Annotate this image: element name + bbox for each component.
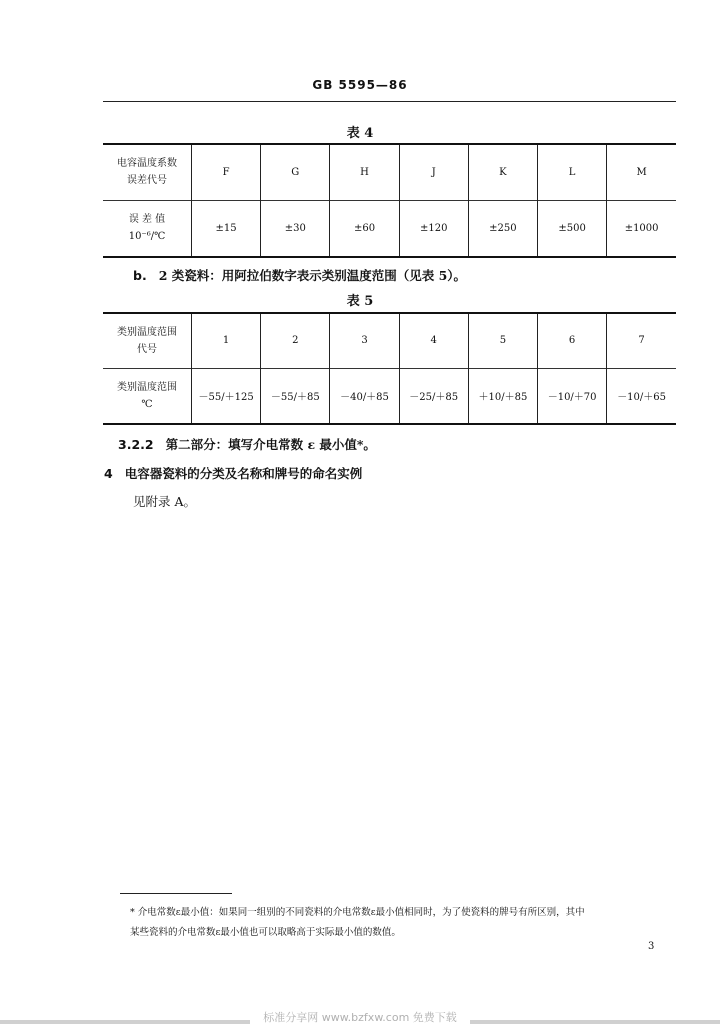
table5-cell: －55/＋125 <box>192 368 261 424</box>
table4-cell: ±1000 <box>607 200 676 257</box>
table5-value-row <box>103 368 676 424</box>
table5-header-line2: ℃ <box>141 398 153 410</box>
table4-cell: ±500 <box>538 200 607 257</box>
section-number: 4 <box>104 466 113 481</box>
table4-code-row <box>103 144 676 200</box>
watermark-bar-right <box>470 1020 720 1024</box>
table4-header-line1: 误 差 值 <box>128 214 166 226</box>
clause-text: 第二部分：填写介电常数 ε 最小值*。 <box>165 437 376 452</box>
table4-row-header <box>103 200 192 257</box>
table4-cell: ±120 <box>399 200 468 257</box>
table5-cell: 2 <box>261 313 330 368</box>
clause-number: 3.2.2 <box>118 437 154 452</box>
table5-code-row <box>103 313 676 368</box>
table5-header-line1: 类别温度范围 <box>117 326 177 338</box>
table5-row-header <box>103 368 192 424</box>
footnote-line1: * 介电常数ε最小值：如果同一组别的不同瓷料的介电常数ε最小值相同时，为了使瓷料的牌号有所区别，其中 <box>130 907 585 918</box>
table4-cell: H <box>330 144 399 200</box>
section-4-body: 见附录 A。 <box>133 494 197 509</box>
footnote-line2: 某些瓷料的介电常数ε最小值也可以取略高于实际最小值的数值。 <box>130 927 401 938</box>
table5-header-line1: 类别温度范围 <box>117 381 177 393</box>
footnote <box>130 903 675 943</box>
watermark-bar-left <box>0 1020 250 1024</box>
site-watermark: 标准分享网 www.bzfxw.com 免费下载 <box>263 1011 457 1024</box>
table5-cell: 6 <box>538 313 607 368</box>
paragraph-b-number: b. <box>133 268 147 283</box>
table5-cell: －55/＋85 <box>261 368 330 424</box>
table4-row-header <box>103 144 192 200</box>
table5-cell: 4 <box>399 313 468 368</box>
table4-value-row <box>103 200 676 257</box>
table5-cell: 1 <box>192 313 261 368</box>
table4-cell: J <box>399 144 468 200</box>
standard-number-header: GB 5595—86 <box>312 78 408 92</box>
table5-cell: －10/＋70 <box>538 368 607 424</box>
paragraph-b-text: 2 类瓷料：用阿拉伯数字表示类别温度范围（见表 5）。 <box>158 268 467 283</box>
table4-cell: L <box>538 144 607 200</box>
table5 <box>103 312 676 425</box>
page-number: 3 <box>648 941 655 952</box>
table4-cell: F <box>192 144 261 200</box>
section-title: 电容器瓷料的分类及名称和牌号的命名实例 <box>124 466 363 481</box>
section-4-heading <box>104 464 362 482</box>
footnote-rule <box>120 893 232 894</box>
table4-cell: ±30 <box>261 200 330 257</box>
header-rule <box>103 101 676 102</box>
table5-cell: ＋10/＋85 <box>468 368 537 424</box>
table4-cell: ±250 <box>468 200 537 257</box>
table4-cell: ±15 <box>192 200 261 257</box>
table5-cell: 3 <box>330 313 399 368</box>
paragraph-b <box>133 266 466 284</box>
table5-cell: 5 <box>468 313 537 368</box>
table4 <box>103 143 676 258</box>
table4-header-line2: 误差代号 <box>127 175 167 187</box>
table4-cell: G <box>261 144 330 200</box>
table4-header-line2: 10⁻⁶/℃ <box>128 231 166 243</box>
table5-cell: 7 <box>607 313 676 368</box>
table5-cell: －40/＋85 <box>330 368 399 424</box>
table5-cell: －25/＋85 <box>399 368 468 424</box>
table4-cell: ±60 <box>330 200 399 257</box>
clause-3-2-2 <box>118 435 376 453</box>
table4-caption: 表 4 <box>346 126 374 141</box>
table5-caption: 表 5 <box>346 294 374 309</box>
table4-header-line1: 电容温度系数 <box>117 158 177 170</box>
table5-header-line2: 代号 <box>137 343 157 355</box>
table5-row-header <box>103 313 192 368</box>
table4-cell: M <box>607 144 676 200</box>
table4-cell: K <box>468 144 537 200</box>
table5-cell: －10/＋65 <box>607 368 676 424</box>
